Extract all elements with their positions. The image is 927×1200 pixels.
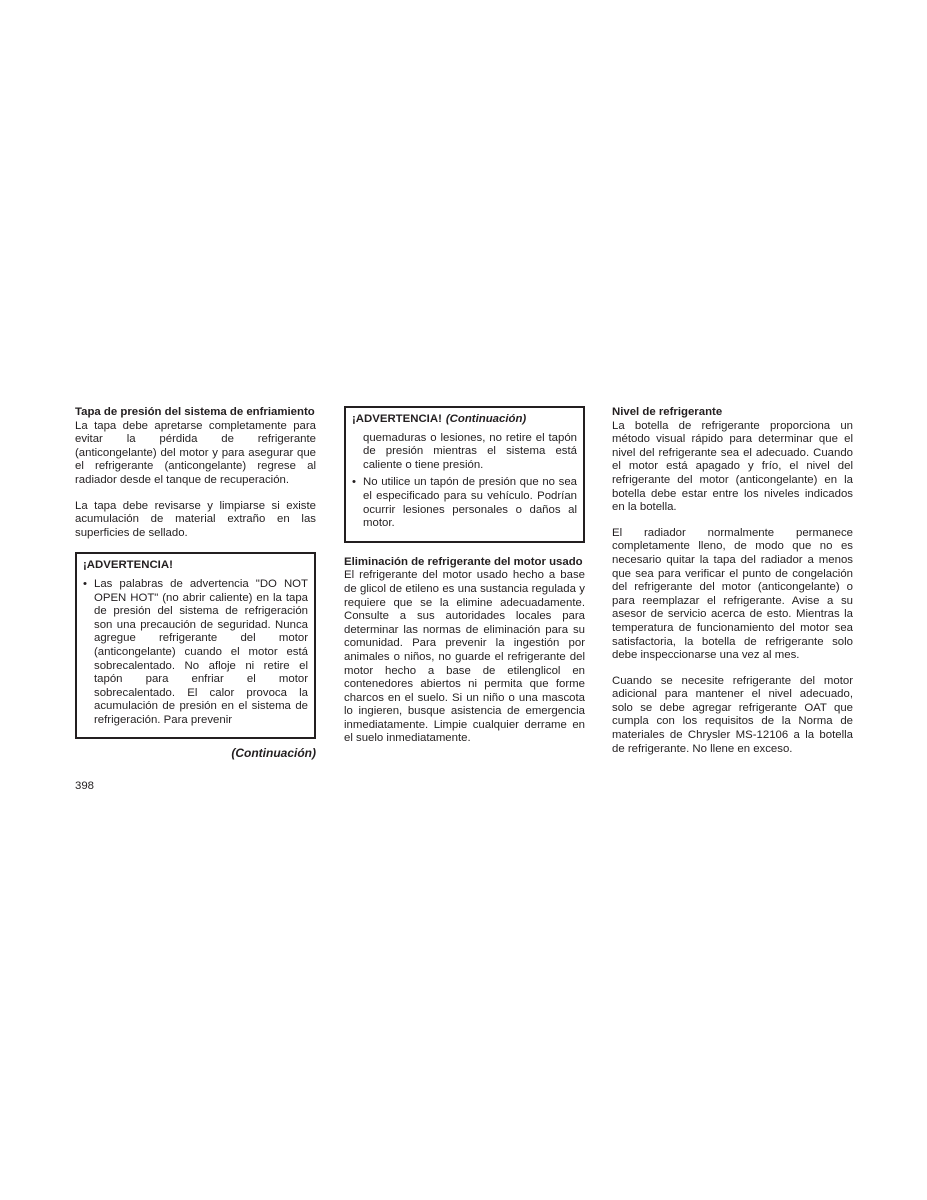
warning-title: ¡ADVERTENCIA! [83, 559, 173, 572]
warning-bullet-item [83, 578, 308, 728]
paragraph: El radiador normalmente permanece completamente lleno, de modo que no es necesario quitar la tapa del radiador a menos que sea para verificar el punto de congelación del refrigerante del motor (anticongelante) o para reemplazar el refrigerante. Avise a su asesor de servicio acerca de esto. Mientras la temperatura de funcionamiento del motor sea satisfactoria, la botella de refrigerante solo debe inspeccionarse una vez al mes. [612, 526, 853, 662]
warning-title [352, 413, 577, 427]
middle-column [344, 406, 585, 758]
paragraph: La tapa debe revisarse y limpiarse si existe acumulación de material extraño en las superficies de sellado. [75, 499, 316, 539]
warning-title-text: ¡ADVERTENCIA! [352, 413, 442, 425]
paragraph: Cuando se necesite refrigerante del motor adicional para mantener el nivel adecuado, solo se debe agregar refrigerante OAT que cumpla con los requisitos de la Norma de materiales de Chrysler MS-12106 a la botella de refrigerante. No llene en exceso. [612, 674, 853, 755]
warning-box-continued [344, 406, 585, 543]
paragraph: La botella de refrigerante proporciona un método visual rápido para determinar que el nivel del refrigerante sea el adecuado. Cuando el motor está apagado y frío, el nivel del refrigerante del motor (anticongelante) en la botella debe estar entre los niveles indicados en la botella. [612, 419, 853, 514]
page-number: 398 [75, 780, 95, 792]
warning-box [75, 552, 316, 739]
section-heading-pressure-cap: Tapa de presión del sistema de enfriamiento [75, 406, 315, 418]
bullet-icon: • [83, 577, 87, 590]
warning-continued-text: quemaduras o lesiones, no retire el tapón de presión mientras el sistema está caliente o tiene presión. [363, 431, 577, 471]
paragraph: El refrigerante del motor usado hecho a base de glicol de etileno es una sustancia regulada y requiere que se la elimine adecuadamente. Consulte a sus autoridades locales para determinar las normas de eliminación para su comunidad. Para prevenir la ingestión por animales o niños, no guarde el refrigerante del motor hecho a base de etilenglicol en contenedores abiertos ni permita que forme charcos en el suelo. Si un niño o una mascota lo ingieren, busque asistencia de emergencia inmediatamente. Limpie cualquier derrame en el suelo inmediatamente. [344, 569, 585, 745]
warning-list [352, 476, 577, 530]
left-column [75, 406, 316, 761]
right-column [612, 406, 853, 768]
warning-continued-label: (Continuación) [445, 413, 527, 425]
bullet-icon: • [352, 476, 356, 489]
continued-label: (Continuación) [231, 746, 316, 761]
warning-list [83, 578, 308, 728]
section-heading-coolant-level: Nivel de refrigerante [612, 406, 723, 418]
warning-bullet-item [352, 476, 577, 530]
section-heading-coolant-disposal: Eliminación de refrigerante del motor usado [344, 555, 583, 568]
warning-bullet-text: Las palabras de advertencia "DO NOT OPEN HOT" (no abrir caliente) en la tapa de presión del sistema de refrigeración son una precaución de seguridad. Nunca agregue refrigerante del motor (anticongelante) cuando el motor está sobrecalentado. No afloje ni retire el tapón para enfriar el motor sobrecalentado. El calor provoca la acumulación de presión en el sistema de refrigeración. Para prevenir [94, 577, 308, 726]
warning-bullet-text: No utilice un tapón de presión que no sea el especificado para su vehículo. Podrían ocurrir lesiones personales o daños al motor. [363, 476, 577, 530]
paragraph: La tapa debe apretarse completamente para evitar la pérdida de refrigerante (anticongelante) del motor y para asegurar que el refrigerante (anticongelante) regrese al radiador desde el tanque de recuperación. [75, 419, 316, 486]
